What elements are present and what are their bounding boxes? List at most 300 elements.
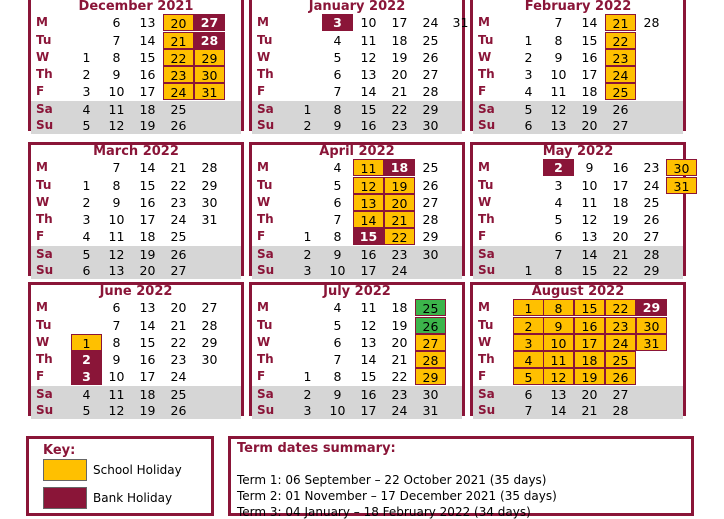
school-holiday-day: 19 — [574, 368, 605, 385]
school-holiday-day: 15 — [574, 299, 605, 316]
day-cell: 21 — [391, 352, 408, 367]
day-cell: 4 — [82, 102, 91, 117]
day-label: Sa — [478, 102, 495, 116]
weekend-row — [31, 386, 241, 403]
weekend-row — [31, 246, 241, 263]
weekday-row — [473, 211, 683, 228]
day-label: W — [36, 335, 50, 349]
day-cell: 28 — [422, 84, 439, 99]
day-label: W — [478, 335, 492, 349]
weekday-row — [31, 299, 241, 316]
school-holiday-day: 21 — [384, 211, 415, 228]
day-cell: 9 — [112, 352, 121, 367]
day-cell: 20 — [170, 300, 187, 315]
day-cell: 3 — [303, 263, 312, 278]
month-april-2022 — [249, 142, 465, 276]
day-cell: 15 — [581, 33, 598, 48]
day-cell: 9 — [112, 195, 121, 210]
day-cell: 12 — [108, 247, 125, 262]
day-cell: 4 — [333, 300, 342, 315]
school-holiday-day: 11 — [543, 351, 574, 368]
day-label: Tu — [478, 178, 494, 192]
day-cell: 13 — [550, 118, 567, 133]
month-title: April 2022 — [319, 144, 395, 159]
day-cell: 21 — [391, 84, 408, 99]
day-cell: 9 — [333, 387, 342, 402]
day-cell: 13 — [581, 229, 598, 244]
weekday-row — [31, 368, 241, 385]
day-cell: 16 — [360, 247, 377, 262]
day-cell: 28 — [612, 403, 629, 418]
weekday-row — [252, 299, 462, 316]
school-holiday-day: 12 — [353, 177, 384, 194]
day-cell: 17 — [360, 403, 377, 418]
day-cell: 11 — [360, 300, 377, 315]
school-holiday-day: 28 — [415, 351, 446, 368]
day-label: Tu — [478, 33, 494, 47]
bank-holiday-day: 2 — [71, 351, 102, 368]
day-cell: 11 — [108, 102, 125, 117]
weekend-row — [473, 117, 683, 134]
weekday-row — [252, 32, 462, 49]
weekend-row — [31, 101, 241, 118]
day-cell: 14 — [581, 15, 598, 30]
day-cell: 6 — [333, 67, 342, 82]
day-cell: 1 — [303, 369, 312, 384]
day-cell: 20 — [581, 387, 598, 402]
school-holiday-day: 29 — [415, 368, 446, 385]
school-holiday-day: 24 — [605, 334, 636, 351]
weekday-row — [31, 49, 241, 66]
day-cell: 24 — [391, 403, 408, 418]
day-cell: 9 — [333, 118, 342, 133]
school-holiday-day: 26 — [605, 368, 636, 385]
day-label: Sa — [257, 102, 274, 116]
day-label: Th — [478, 212, 495, 226]
school-holiday-day: 13 — [353, 194, 384, 211]
day-cell: 8 — [112, 178, 121, 193]
highlighted-day: 25 — [415, 299, 446, 316]
day-cell: 29 — [643, 263, 660, 278]
day-cell: 29 — [422, 229, 439, 244]
day-cell: 20 — [391, 67, 408, 82]
day-label: W — [478, 50, 492, 64]
weekday-row — [31, 159, 241, 176]
day-label: W — [257, 50, 271, 64]
day-cell: 2 — [303, 247, 312, 262]
school-holiday-day: 12 — [543, 368, 574, 385]
day-label: Sa — [478, 387, 495, 401]
weekday-row — [31, 351, 241, 368]
day-label: Sa — [36, 387, 53, 401]
school-holiday-day: 30 — [666, 159, 697, 176]
day-cell: 28 — [643, 247, 660, 262]
weekday-row — [252, 14, 469, 31]
day-cell: 1 — [82, 178, 91, 193]
school-holiday-day: 10 — [543, 334, 574, 351]
day-label: Th — [257, 352, 274, 366]
day-cell: 19 — [139, 403, 156, 418]
day-cell: 26 — [422, 178, 439, 193]
month-march-2022 — [28, 142, 244, 276]
day-cell: 23 — [170, 195, 187, 210]
day-cell: 23 — [643, 160, 660, 175]
day-cell: 8 — [112, 50, 121, 65]
day-label: F — [257, 84, 266, 98]
weekday-row — [31, 228, 241, 245]
day-cell: 19 — [581, 102, 598, 117]
weekday-row — [473, 49, 683, 66]
day-label: Su — [478, 263, 496, 277]
school-holiday-day: 11 — [353, 159, 384, 176]
day-cell: 19 — [391, 318, 408, 333]
weekend-row — [473, 402, 683, 419]
day-cell: 20 — [139, 263, 156, 278]
day-cell: 14 — [139, 33, 156, 48]
day-cell: 13 — [139, 15, 156, 30]
month-august-2022 — [470, 282, 686, 416]
day-cell: 25 — [170, 102, 187, 117]
school-holiday-day: 8 — [543, 299, 574, 316]
day-cell: 15 — [139, 178, 156, 193]
day-cell: 18 — [612, 195, 629, 210]
school-holiday-swatch — [43, 459, 87, 481]
day-cell: 14 — [581, 247, 598, 262]
day-cell: 31 — [422, 403, 439, 418]
day-cell: 16 — [139, 352, 156, 367]
day-cell: 19 — [139, 118, 156, 133]
day-cell: 16 — [139, 195, 156, 210]
school-holiday-day: 27 — [415, 334, 446, 351]
day-cell: 23 — [391, 118, 408, 133]
day-cell: 5 — [82, 118, 91, 133]
day-cell: 7 — [112, 33, 121, 48]
day-cell: 22 — [391, 369, 408, 384]
month-december-2021 — [28, 0, 244, 131]
day-label: Su — [36, 118, 54, 132]
day-cell: 13 — [108, 263, 125, 278]
day-label: M — [257, 300, 269, 314]
day-cell: 22 — [612, 263, 629, 278]
term-3-dates: Term 3: 04 January – 18 February 2022 (34 days) — [237, 505, 531, 519]
month-title: July 2022 — [323, 284, 391, 299]
day-cell: 31 — [452, 15, 469, 30]
day-cell: 6 — [82, 263, 91, 278]
day-cell: 21 — [170, 318, 187, 333]
day-label: W — [257, 195, 271, 209]
day-cell: 7 — [333, 212, 342, 227]
day-label: M — [36, 160, 48, 174]
day-label: Th — [257, 212, 274, 226]
bank-holiday-day: 2 — [543, 159, 574, 176]
day-cell: 12 — [108, 403, 125, 418]
weekday-row — [252, 83, 462, 100]
day-cell: 19 — [139, 247, 156, 262]
day-label: F — [478, 369, 487, 383]
weekday-row — [473, 32, 683, 49]
weekday-row — [252, 177, 462, 194]
day-cell: 9 — [112, 67, 121, 82]
day-cell: 7 — [554, 247, 563, 262]
school-holiday-day: 22 — [605, 32, 636, 49]
day-cell: 1 — [303, 229, 312, 244]
day-cell: 6 — [554, 229, 563, 244]
school-holiday-day: 23 — [163, 66, 194, 83]
day-label: Su — [36, 403, 54, 417]
day-cell: 14 — [139, 160, 156, 175]
day-cell: 7 — [524, 403, 533, 418]
day-cell: 18 — [391, 33, 408, 48]
day-cell: 7 — [554, 15, 563, 30]
day-cell: 17 — [139, 369, 156, 384]
day-cell: 18 — [581, 84, 598, 99]
weekday-row — [252, 211, 462, 228]
day-label: Th — [36, 352, 53, 366]
weekday-row — [252, 228, 462, 245]
day-label: Tu — [257, 178, 273, 192]
day-cell: 5 — [82, 247, 91, 262]
day-cell: 5 — [524, 102, 533, 117]
day-cell: 27 — [201, 300, 218, 315]
day-label: F — [36, 229, 45, 243]
weekday-row — [473, 317, 683, 334]
day-cell: 3 — [524, 67, 533, 82]
bank-holiday-label: Bank Holiday — [93, 491, 173, 505]
month-february-2022 — [470, 0, 686, 131]
day-cell: 14 — [360, 84, 377, 99]
day-cell: 13 — [360, 67, 377, 82]
day-cell: 7 — [333, 352, 342, 367]
weekday-row — [31, 211, 241, 228]
weekday-row — [31, 66, 241, 83]
weekday-row — [473, 228, 683, 245]
day-cell: 1 — [82, 50, 91, 65]
day-cell: 4 — [554, 195, 563, 210]
school-holiday-day: 31 — [194, 83, 225, 100]
day-label: Su — [257, 118, 275, 132]
day-cell: 25 — [643, 195, 660, 210]
day-cell: 30 — [201, 352, 218, 367]
month-july-2022 — [249, 282, 465, 416]
day-label: M — [478, 300, 490, 314]
day-cell: 7 — [333, 84, 342, 99]
day-cell: 11 — [108, 229, 125, 244]
day-cell: 17 — [612, 178, 629, 193]
day-label: F — [478, 84, 487, 98]
day-cell: 19 — [391, 50, 408, 65]
month-title: August 2022 — [531, 284, 625, 299]
weekend-row — [252, 262, 462, 279]
weekday-row — [252, 317, 462, 334]
day-cell: 30 — [201, 195, 218, 210]
day-label: Th — [36, 67, 53, 81]
day-cell: 20 — [612, 229, 629, 244]
day-cell: 22 — [170, 178, 187, 193]
weekday-row — [31, 194, 241, 211]
school-holiday-day: 31 — [666, 177, 697, 194]
day-cell: 2 — [524, 50, 533, 65]
day-cell: 2 — [82, 67, 91, 82]
day-cell: 29 — [422, 102, 439, 117]
day-label: Th — [36, 212, 53, 226]
day-cell: 18 — [139, 102, 156, 117]
day-label: F — [36, 84, 45, 98]
day-cell: 15 — [360, 369, 377, 384]
day-cell: 12 — [550, 102, 567, 117]
day-cell: 20 — [391, 335, 408, 350]
day-cell: 8 — [333, 369, 342, 384]
day-cell: 5 — [333, 50, 342, 65]
month-june-2022 — [28, 282, 244, 416]
day-cell: 4 — [82, 387, 91, 402]
day-cell: 27 — [612, 387, 629, 402]
day-label: Tu — [36, 178, 52, 192]
day-label: W — [36, 195, 50, 209]
day-cell: 27 — [643, 229, 660, 244]
weekday-row — [31, 83, 241, 100]
month-title: June 2022 — [99, 284, 173, 299]
day-cell: 27 — [612, 118, 629, 133]
day-cell: 10 — [329, 403, 346, 418]
day-label: Su — [36, 263, 54, 277]
bank-holiday-day: 15 — [353, 228, 384, 245]
day-cell: 29 — [201, 335, 218, 350]
day-cell: 8 — [333, 102, 342, 117]
day-cell: 14 — [550, 403, 567, 418]
bank-holiday-day: 28 — [194, 32, 225, 49]
day-cell: 13 — [550, 387, 567, 402]
day-cell: 3 — [303, 403, 312, 418]
day-cell: 28 — [201, 160, 218, 175]
day-label: Tu — [257, 318, 273, 332]
day-cell: 17 — [391, 15, 408, 30]
day-cell: 19 — [612, 212, 629, 227]
day-cell: 5 — [554, 212, 563, 227]
school-holiday-day: 23 — [605, 49, 636, 66]
school-holiday-day: 5 — [513, 368, 544, 385]
day-cell: 15 — [139, 335, 156, 350]
summary-title: Term dates summary: — [237, 441, 396, 456]
day-cell: 26 — [612, 102, 629, 117]
day-cell: 4 — [82, 229, 91, 244]
weekday-row — [31, 32, 241, 49]
day-cell: 15 — [581, 263, 598, 278]
school-holiday-day: 21 — [163, 32, 194, 49]
term-1-dates: Term 1: 06 September – 22 October 2021 (35 days) — [237, 473, 547, 487]
day-label: W — [36, 50, 50, 64]
day-cell: 30 — [422, 247, 439, 262]
day-label: F — [257, 229, 266, 243]
weekend-row — [473, 101, 683, 118]
school-holiday-day: 22 — [605, 299, 636, 316]
day-cell: 12 — [360, 318, 377, 333]
weekday-row — [252, 66, 462, 83]
weekday-row — [473, 83, 683, 100]
weekend-row — [252, 117, 462, 134]
day-label: M — [257, 160, 269, 174]
school-holiday-day: 3 — [513, 334, 544, 351]
day-cell: 11 — [550, 84, 567, 99]
school-holiday-day: 20 — [384, 194, 415, 211]
day-cell: 10 — [108, 84, 125, 99]
day-cell: 17 — [139, 212, 156, 227]
day-cell: 11 — [360, 33, 377, 48]
day-cell: 18 — [139, 387, 156, 402]
day-cell: 25 — [422, 160, 439, 175]
day-cell: 30 — [422, 118, 439, 133]
day-label: Su — [257, 403, 275, 417]
day-cell: 18 — [139, 229, 156, 244]
school-holiday-day: 31 — [636, 334, 667, 351]
school-holiday-day: 1 — [71, 334, 102, 351]
day-cell: 4 — [524, 84, 533, 99]
school-holiday-day: 2 — [513, 317, 544, 334]
day-cell: 17 — [581, 67, 598, 82]
day-cell: 6 — [333, 335, 342, 350]
school-holiday-label: School Holiday — [93, 463, 182, 477]
day-label: Sa — [257, 247, 274, 261]
day-cell: 16 — [360, 118, 377, 133]
day-cell: 3 — [554, 178, 563, 193]
day-cell: 21 — [170, 160, 187, 175]
day-label: Tu — [36, 318, 52, 332]
day-cell: 3 — [82, 84, 91, 99]
day-cell: 2 — [303, 387, 312, 402]
school-holiday-day: 30 — [194, 66, 225, 83]
month-title: March 2022 — [93, 144, 179, 159]
weekday-row — [473, 299, 683, 316]
day-cell: 28 — [643, 15, 660, 30]
bank-holiday-swatch — [43, 487, 87, 509]
weekday-row — [473, 66, 683, 83]
day-label: Su — [478, 403, 496, 417]
school-holiday-day: 20 — [163, 14, 194, 31]
day-cell: 1 — [524, 263, 533, 278]
day-cell: 24 — [170, 369, 187, 384]
day-label: Tu — [257, 33, 273, 47]
day-cell: 16 — [360, 387, 377, 402]
day-label: Su — [478, 118, 496, 132]
day-cell: 1 — [303, 102, 312, 117]
day-cell: 26 — [170, 247, 187, 262]
month-title: January 2022 — [308, 0, 406, 14]
school-holiday-day: 1 — [513, 299, 544, 316]
day-cell: 2 — [303, 118, 312, 133]
day-cell: 8 — [554, 263, 563, 278]
day-label: F — [478, 229, 487, 243]
weekday-row — [252, 159, 462, 176]
day-cell: 7 — [112, 318, 121, 333]
weekend-row — [252, 101, 462, 118]
day-cell: 6 — [333, 195, 342, 210]
day-cell: 13 — [139, 300, 156, 315]
day-cell: 26 — [170, 403, 187, 418]
key-title: Key: — [43, 443, 76, 458]
weekend-row — [252, 386, 462, 403]
day-cell: 12 — [108, 118, 125, 133]
school-holiday-day: 4 — [513, 351, 544, 368]
bank-holiday-day: 3 — [71, 368, 102, 385]
day-cell: 29 — [201, 178, 218, 193]
school-holiday-day: 30 — [636, 317, 667, 334]
day-label: Sa — [36, 247, 53, 261]
day-cell: 8 — [333, 229, 342, 244]
day-cell: 28 — [422, 212, 439, 227]
day-cell: 12 — [360, 50, 377, 65]
school-holiday-day: 29 — [194, 49, 225, 66]
day-cell: 13 — [360, 335, 377, 350]
day-cell: 27 — [170, 263, 187, 278]
